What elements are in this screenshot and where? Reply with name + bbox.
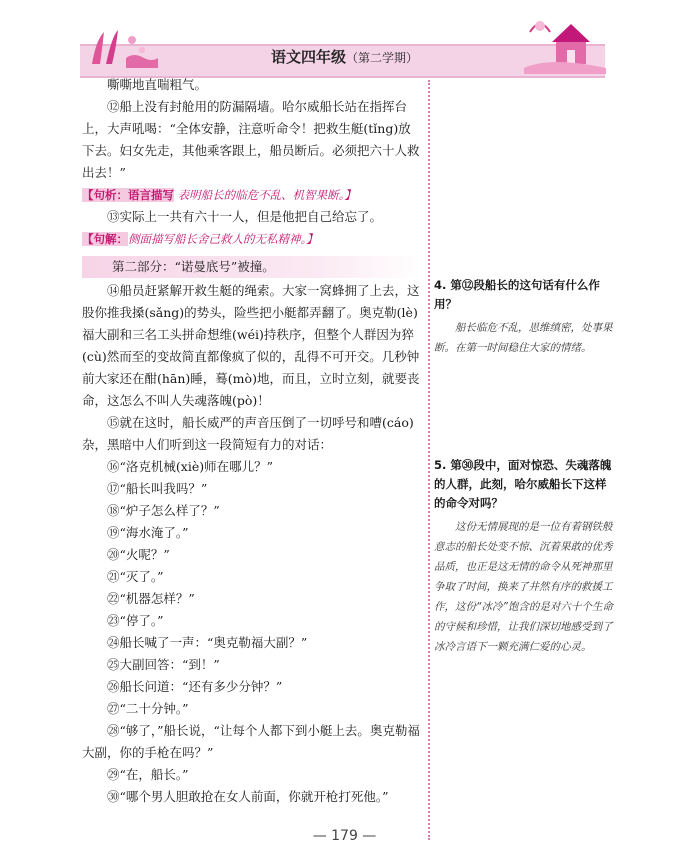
book-subtitle: （第二学期） [346,51,419,65]
paragraph-15: ⑮就在这时，船长威严的声音压倒了一切呼号和嘈(cáo)杂，黑暗中人们听到这一段简短有力的对话： [82,415,414,452]
question-text: 4. 第⑫段船长的这句话有什么作用？ [434,278,600,311]
answer-text: 船长临危不乱，思维缜密，处事果断。在第一时间稳住大家的情绪。 [434,322,613,354]
dialogue-line: ⑰“船长叫我吗？” [107,481,208,496]
book-title [0,46,689,67]
dialogue-line: ⑱“炉子怎么样了？” [107,503,220,518]
dialogue-line: ㉗“二十分钟。” [107,701,189,716]
dialogue-line: ㉖船长问道：“还有多少分钟？” [107,679,283,694]
page-header [0,0,689,80]
annotation-tag: 【句解： [82,232,128,246]
section-heading: 第二部分：“诺曼底号”被撞。 [82,256,422,278]
dialogue-line: ㉑“灭了。” [107,569,164,584]
paragraph-14: ⑭船员赶紧解开救生艇的绳索。大家一窝蜂拥了上去，这股你推我搡(sǎng)的势头，险些把小艇都弄翻了。奥克勒(lè)福大副和三名工头拼命想维(wéi)持秩序，但整个人群因为猝(cù)然而至的变故简直都像疯了似的，乱得不可开交。几秒钟前大家还在酣(hān)睡，蓦(mò)地，而且，立时立刻，就要丧命，这怎么不叫人失魂落魄(pò)！ [82,283,420,408]
question-text: 5. 第㉚段中，面对惊恐、失魂落魄的人群，此刻，哈尔威船长下这样的命令对吗？ [434,458,612,510]
page-number: — 179 — [312,828,377,844]
annotation-body: 表明船长的临危不乱、机智果断。】 [177,188,356,202]
dialogue-line: ㉔船长喊了一声：“奥克勒福大副？” [107,635,308,650]
dialogue-line: ⑲“海水淹了。” [107,525,189,540]
dialogue-line: ㉕大副回答：“到！” [107,657,220,672]
book-title-text: 语文四年级 [270,48,346,66]
paragraph-12: ⑫船上没有封舱用的防漏隔墙。哈尔威船长站在指挥台上，大声吼喝：“全体安静，注意听命令！把救生艇(tǐng)放下去。妇女先走，其他乘客跟上，船员断后。必须把六十人救出去！” [82,99,420,180]
answer-text: 这份无情展现的是一位有着钢铁般意志的船长处变不惊、沉着果敢的优秀品质，也正是这无情的命令从死神那里争取了时间，换来了井然有序的救援工作，这份“冰冷”饱含的是对六十个生命的守候和珍惜，让我们深切地感受到了冰冷言语下一颗充满仁爱的心灵。 [434,521,613,653]
paragraph-13: ⑬实际上一共有六十一人，但是他把自己给忘了。 [107,209,383,224]
annotation-body: 侧面描写船长舍己救人的无私精神。】 [128,232,318,246]
dialogue-line: ⑳“火呢？” [107,547,170,562]
annotation-12 [82,184,422,206]
main-text-column [82,74,422,808]
dialogue-line: ㉙“在，船长。” [107,767,189,782]
dialogue-line: ㉘“够了，”船长说，“让每个人都下到小艇上去。奥克勒福大副，你的手枪在吗？” [82,723,420,760]
side-question-4 [434,276,614,358]
annotation-13 [82,228,422,250]
column-divider [428,80,430,840]
annotation-tag: 【句析：语言描写 [82,188,174,202]
side-question-5 [434,456,614,657]
dialogue-line: ㉓“停了。” [107,613,164,628]
dialogue-line: ㉚“哪个男人胆敢抢在女人前面，你就开枪打死他。” [107,789,389,804]
paragraph-continued: 嘶嘶地直喘粗气。 [107,77,208,92]
dialogue-line: ㉒“机器怎样？” [107,591,195,606]
dialogue-line: ⑯“洛克机械(xiè)师在哪儿？” [107,459,273,474]
